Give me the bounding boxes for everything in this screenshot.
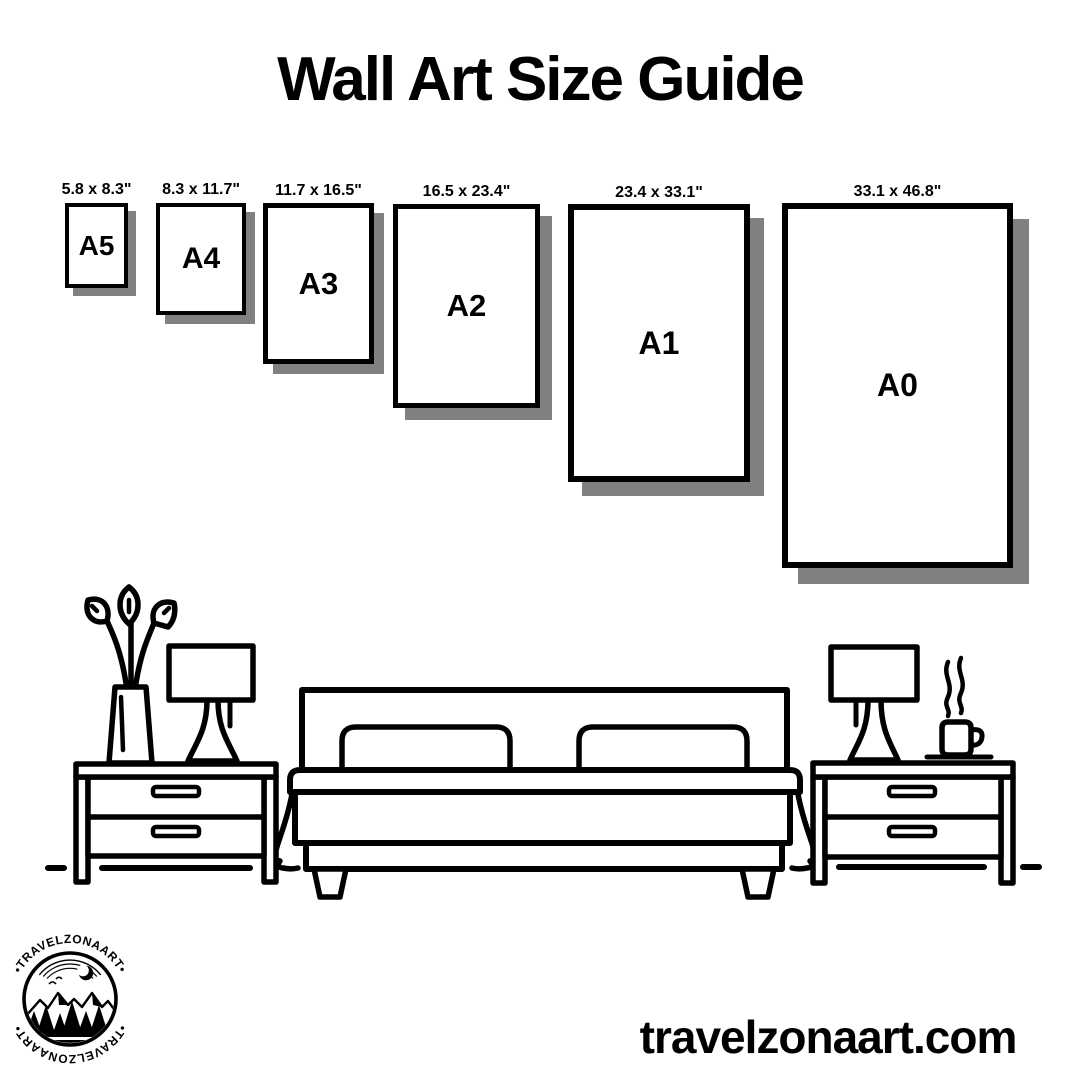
frame-dimensions-label: 8.3 x 11.7" [162,181,240,198]
frame-dimensions-label: 23.4 x 33.1" [615,184,703,201]
svg-text:•TRAVELZONAART•: •TRAVELZONAART• [10,1022,130,1067]
badge-text-top: •TRAVELZONAART• [10,931,130,976]
bedroom-illustration [0,580,1080,910]
table-lamp-icon [169,646,253,761]
frame-dimensions-label: 33.1 x 46.8" [853,183,942,200]
frame-dimensions-label: 5.8 x 8.3" [61,181,132,198]
page-title: Wall Art Size Guide [277,45,803,114]
size-frame-a5 [61,181,132,288]
pillow-icon [342,727,510,773]
frame-size-label: A5 [78,229,115,261]
table-lamp-icon [831,647,917,760]
frame-dimensions-label: 11.7 x 16.5" [275,182,362,199]
size-frame-a0 [782,183,1013,568]
frame-size-label: A3 [298,265,339,301]
brand-badge-logo [4,926,136,1074]
bed-icon [275,690,816,897]
pillow-icon [579,727,747,773]
frame-size-label: A1 [638,324,680,361]
coffee-cup-icon [927,658,991,757]
steam-icon [959,658,962,713]
website-url: travelzonaart.com [639,1011,1017,1063]
nightstand-icon [76,764,276,882]
vase-flowers-icon [87,587,175,763]
frame-size-label: A4 [181,242,221,275]
frame-size-label: A2 [446,288,487,323]
size-frame-a4 [156,181,246,315]
size-frame-a3 [263,182,374,364]
frame-dimensions-label: 16.5 x 23.4" [422,183,511,200]
size-frame-a1 [568,184,750,482]
size-frame-a2 [393,183,540,408]
steam-icon [946,662,949,716]
frame-size-label: A0 [877,367,918,403]
